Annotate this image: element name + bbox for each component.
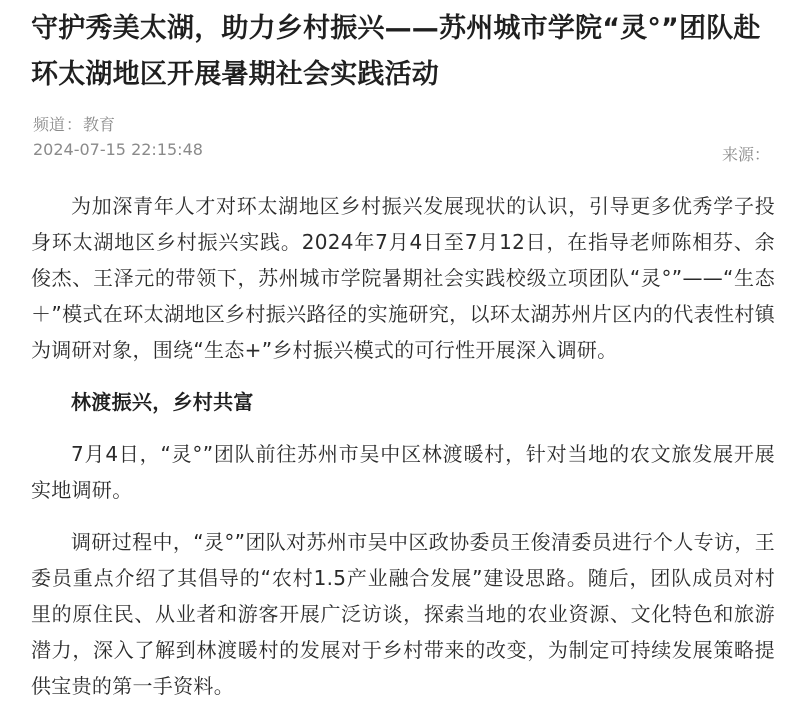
article-body	[31, 188, 775, 704]
body-paragraph: 调研过程中，“灵°”团队对苏州市吴中区政协委员王俊清委员进行个人专访，王委员重点介绍了其倡导的“农村1.5产业融合发展”建设思路。随后，团队成员对村里的原住民、从业者和游客开展广泛访谈，探索当地的农业资源、文化特色和旅游潜力，深入了解到林渡暖村的发展对于乡村带来的改变，为制定可持续发展策略提供宝贵的第一手资料。	[31, 530, 775, 698]
channel-value[interactable]: 教育	[83, 115, 116, 134]
channel-label: 频道	[33, 115, 66, 134]
article-title: 守护秀美太湖，助力乡村振兴——苏州城市学院“灵°”团队赴环太湖地区开展暑期社会实践活动	[31, 13, 761, 90]
channel-info	[33, 112, 115, 135]
body-paragraph: 7月4日，“灵°”团队前往苏州市吴中区林渡暖村，针对当地的农文旅发展开展实地调研。	[31, 442, 775, 502]
section-heading: 林渡振兴，乡村共富	[71, 390, 254, 414]
source-label: 来源：	[721, 145, 770, 164]
article-meta	[31, 110, 775, 168]
channel-separator: ：	[66, 115, 83, 134]
body-paragraph: 为加深青年人才对环太湖地区乡村振兴发展现状的认识，引导更多优秀学子投身环太湖地区乡村振兴实践。2024年7月4日至7月12日，在指导老师陈相芬、余俊杰、王泽元的带领下，苏州城市学院暑期社会实践校级立项团队“灵°”——“生态＋”模式在环太湖地区乡村振兴路径的实施研究，以环太湖苏州片区内的代表性村镇为调研对象，围绕“生态+”乡村振兴模式的可行性开展深入调研。	[31, 194, 775, 362]
publish-datetime: 2024-07-15 22:15:48	[33, 140, 203, 159]
